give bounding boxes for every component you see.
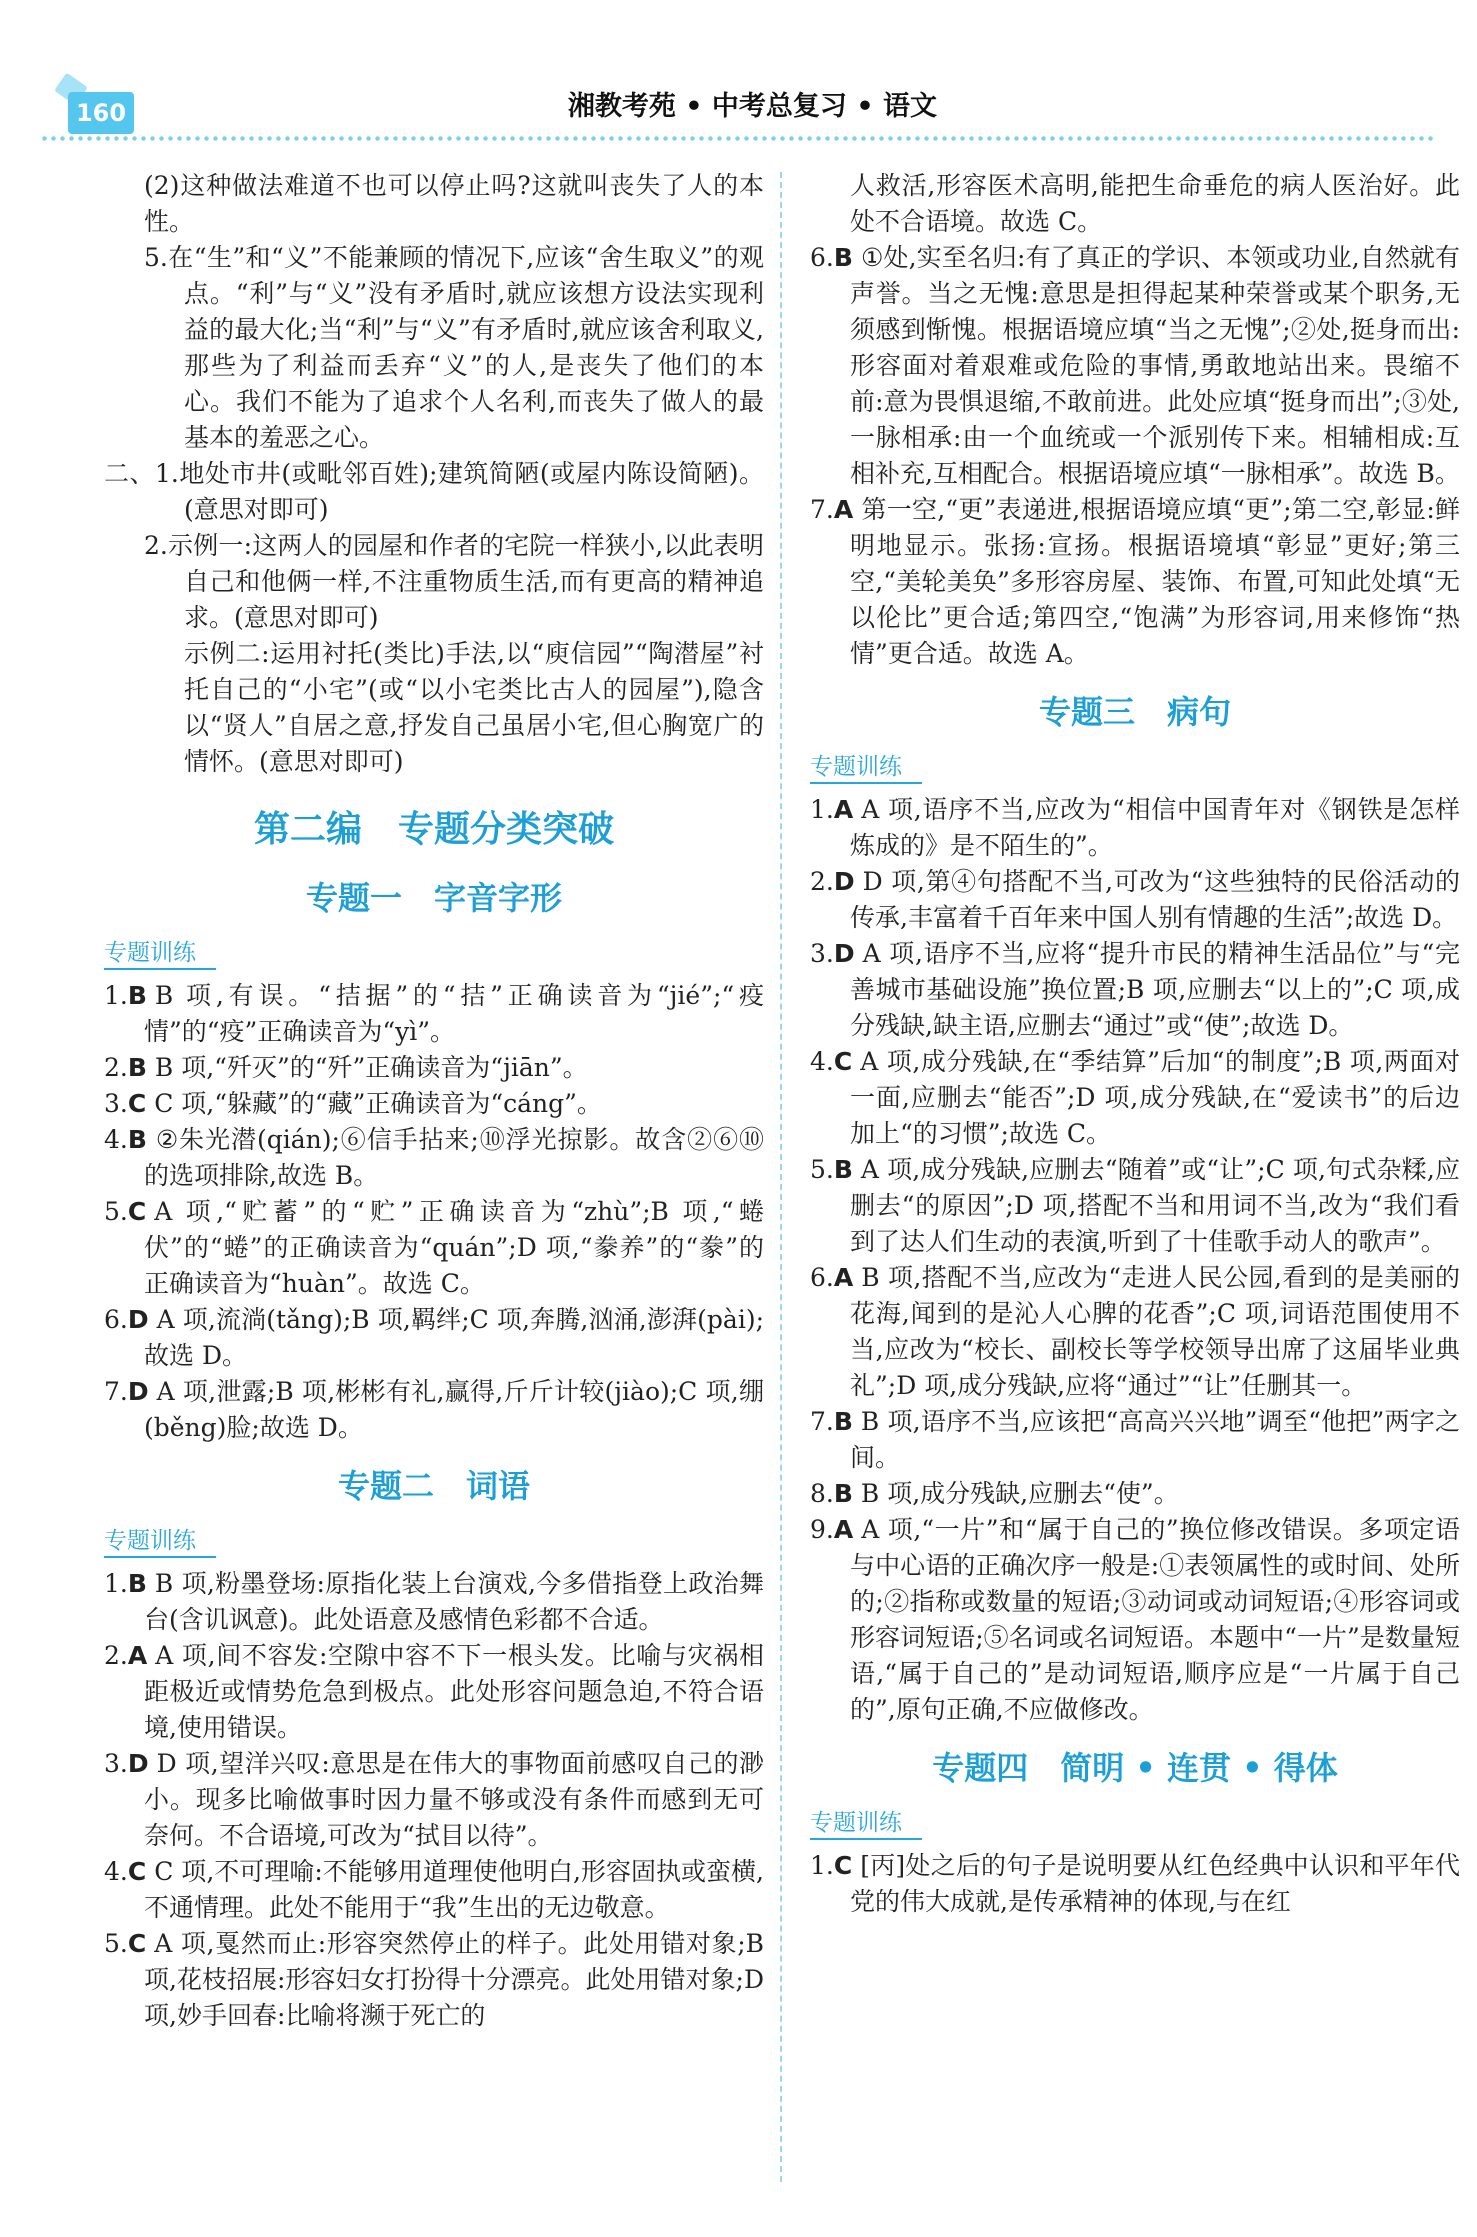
topic-title: 专题四 简明 • 连贯 • 得体: [932, 1749, 1338, 1787]
answer-item: 3.C C 项,“躲藏”的“藏”正确读音为“cáng”。: [104, 1089, 602, 1118]
answer-item: 2.D D 项,第④句搭配不当,可改为“这些独特的民俗活动的传承,丰富着千百年来中国人别有情趣的生活”;故选 D。: [810, 867, 1460, 932]
running-title: 湘教考苑 • 中考总复习 • 语文: [567, 91, 937, 122]
topic-title: 专题一 字音字形: [305, 879, 562, 917]
answer-item: 3.D A 项,语序不当,应将“提升市民的精神生活品位”与“完善城市基础设施”换位置;B 项,应删去“以上的”;C 项,成分残缺,缺主语,应删去“通过”或“使”;故选 D。: [810, 939, 1460, 1040]
answer-continuation: 人救活,形容医术高明,能把生命垂危的病人医治好。此处不合语境。故选 C。: [850, 171, 1460, 236]
topic-title: 专题三 病句: [1038, 693, 1231, 731]
answer-paragraph: 二、1.地处市井(或毗邻百姓);建筑简陋(或屋内陈设简陋)。(意思对即可): [104, 459, 764, 524]
part-title: 第二编 专题分类突破: [253, 809, 614, 850]
answer-item: 7.D A 项,泄露;B 项,彬彬有礼,赢得,斤斤计较(jiào);C 项,绷(běng)脸;故选 D。: [104, 1377, 764, 1442]
right-column: [810, 168, 1460, 1920]
section-label: 专题训练: [810, 1808, 922, 1840]
page-number: 160: [68, 92, 134, 134]
answer-item: 4.B ②朱光潜(qián);⑥信手拈来;⑩浮光掠影。故含②⑥⑩的选项排除,故选 B。: [104, 1125, 764, 1190]
topic-title: 专题二 词语: [337, 1467, 530, 1505]
answer-item: 5.B A 项,成分残缺,应删去“随着”或“让”;C 项,句式杂糅,应删去“的原因”;D 项,搭配不当和用词不当,改为“我们看到了达人们生动的表演,听到了十佳歌手动人的歌声”。: [810, 1155, 1460, 1256]
answer-item: 1.B B 项,有误。“拮据”的“拮”正确读音为“jié”;“疫情”的“疫”正确读音为“yì”。: [104, 981, 764, 1046]
answer-item: 6.B ①处,实至名归:有了真正的学识、本领或功业,自然就有声誉。当之无愧:意思是担得起某种荣誉或某个职务,无须感到惭愧。根据语境应填“当之无愧”;②处,挺身而出:形容面对着艰难或危险的事情,勇敢地站出来。畏缩不前:意为畏惧退缩,不敢前进。此处应填“挺身而出”;③处,一脉相承:由一个血统或一个派别传下来。相辅相成:互相补充,互相配合。根据语境应填“一脉相承”。故选 B。: [810, 243, 1460, 488]
left-column: [104, 168, 764, 2034]
answer-paragraph: 5.在“生”和“义”不能兼顾的情况下,应该“舍生取义”的观点。“利”与“义”没有矛盾时,就应该想方设法实现利益的最大化;当“利”与“义”有矛盾时,就应该舍利取义,那些为了利益而丢弃“义”的人,是丧失了他们的本心。我们不能为了追求个人名利,而丧失了做人的最基本的羞恶之心。: [144, 243, 764, 452]
answer-item: 7.B B 项,语序不当,应该把“高高兴兴地”调至“他把”两字之间。: [810, 1407, 1460, 1472]
section-label: 专题训练: [810, 752, 922, 784]
answer-item: 1.A A 项,语序不当,应改为“相信中国青年对《钢铁是怎样炼成的》是不陌生的”。: [810, 795, 1460, 860]
answer-item: 5.C A 项,戛然而止:形容突然停止的样子。此处用错对象;B 项,花枝招展:形容妇女打扮得十分漂亮。此处用错对象;D 项,妙手回春:比喻将濒于死亡的: [104, 1929, 764, 2030]
answer-paragraph: 2.示例一:这两人的园屋和作者的宅院一样狭小,以此表明自己和他俩一样,不注重物质生活,而有更高的精神追求。(意思对即可): [144, 531, 764, 632]
answer-paragraph: 示例二:运用衬托(类比)手法,以“庾信园”“陶潜屋”衬托自己的“小宅”(或“以小宅类比古人的园屋”),隐含以“贤人”自居之意,抒发自己虽居小宅,但心胸宽广的情怀。(意思对即可): [184, 639, 764, 776]
column-divider: [780, 172, 782, 2182]
section-label: 专题训练: [104, 938, 216, 970]
answer-item: 4.C C 项,不可理喻:不能够用道理使他明白,形容固执或蛮横,不通情理。此处不能用于“我”生出的无边敬意。: [104, 1857, 764, 1922]
page-header: [0, 0, 1477, 140]
answer-item: 1.B B 项,粉墨登场:原指化装上台演戏,今多借指登上政治舞台(含讥讽意)。此处语意及感情色彩都不合适。: [104, 1569, 764, 1634]
answer-item: 9.A A 项,“一片”和“属于自己的”换位修改错误。多项定语与中心语的正确次序一般是:①表领属性的或时间、处所的;②指称或数量的短语;③动词或动词短语;④形容词或形容词短语;⑤名词或名词短语。本题中“一片”是数量短语,“属于自己的”是动词短语,顺序应是“一片属于自己的”,原句正确,不应做修改。: [810, 1515, 1460, 1724]
answer-item: 8.B B 项,成分残缺,应删去“使”。: [810, 1479, 1179, 1508]
answer-paragraph: (2)这种做法难道不也可以停止吗?这就叫丧失了人的本性。: [144, 171, 764, 236]
section-label: 专题训练: [104, 1526, 216, 1558]
header-dotted-rule: [40, 134, 1437, 144]
answer-item: 4.C A 项,成分残缺,在“季结算”后加“的制度”;B 项,两面对一面,应删去“能否”;D 项,成分残缺,在“爱读书”的后边加上“的习惯”;故选 C。: [810, 1047, 1460, 1148]
answer-item: 2.B B 项,“歼灭”的“歼”正确读音为“jiān”。: [104, 1053, 588, 1082]
answer-item: 6.A B 项,搭配不当,应改为“走进人民公园,看到的是美丽的花海,闻到的是沁人心脾的花香”;C 项,词语范围使用不当,应改为“校长、副校长等学校领导出席了这届毕业典礼”;D 项,成分残缺,应将“通过”“让”任删其一。: [810, 1263, 1460, 1400]
answer-item: 2.A A 项,间不容发:空隙中容不下一根头发。比喻与灾祸相距极近或情势危急到极点。此处形容问题急迫,不符合语境,使用错误。: [104, 1641, 764, 1742]
answer-item: 5.C A 项,“贮蓄”的“贮”正确读音为“zhù”;B 项,“蜷伏”的“蜷”的正确读音为“quán”;D 项,“豢养”的“豢”的正确读音为“huàn”。故选 C。: [104, 1197, 764, 1298]
answer-item: 3.D D 项,望洋兴叹:意思是在伟大的事物面前感叹自己的渺小。现多比喻做事时因力量不够或没有条件而感到无可奈何。不合语境,可改为“拭目以待”。: [104, 1749, 764, 1850]
answer-item: 1.C [丙]处之后的句子是说明要从红色经典中认识和平年代党的伟大成就,是传承精神的体现,与在红: [810, 1851, 1460, 1916]
answer-item: 7.A 第一空,“更”表递进,根据语境应填“更”;第二空,彰显:鲜明地显示。张扬:宣扬。根据语境填“彰显”更好;第三空,“美轮美奂”多形容房屋、装饰、布置,可知此处填“无以伦比”更合适;第四空,“饱满”为形容词,用来修饰“热情”更合适。故选 A。: [810, 495, 1460, 668]
answer-item: 6.D A 项,流淌(tǎng);B 项,羁绊;C 项,奔腾,汹涌,澎湃(pài);故选 D。: [104, 1305, 764, 1370]
